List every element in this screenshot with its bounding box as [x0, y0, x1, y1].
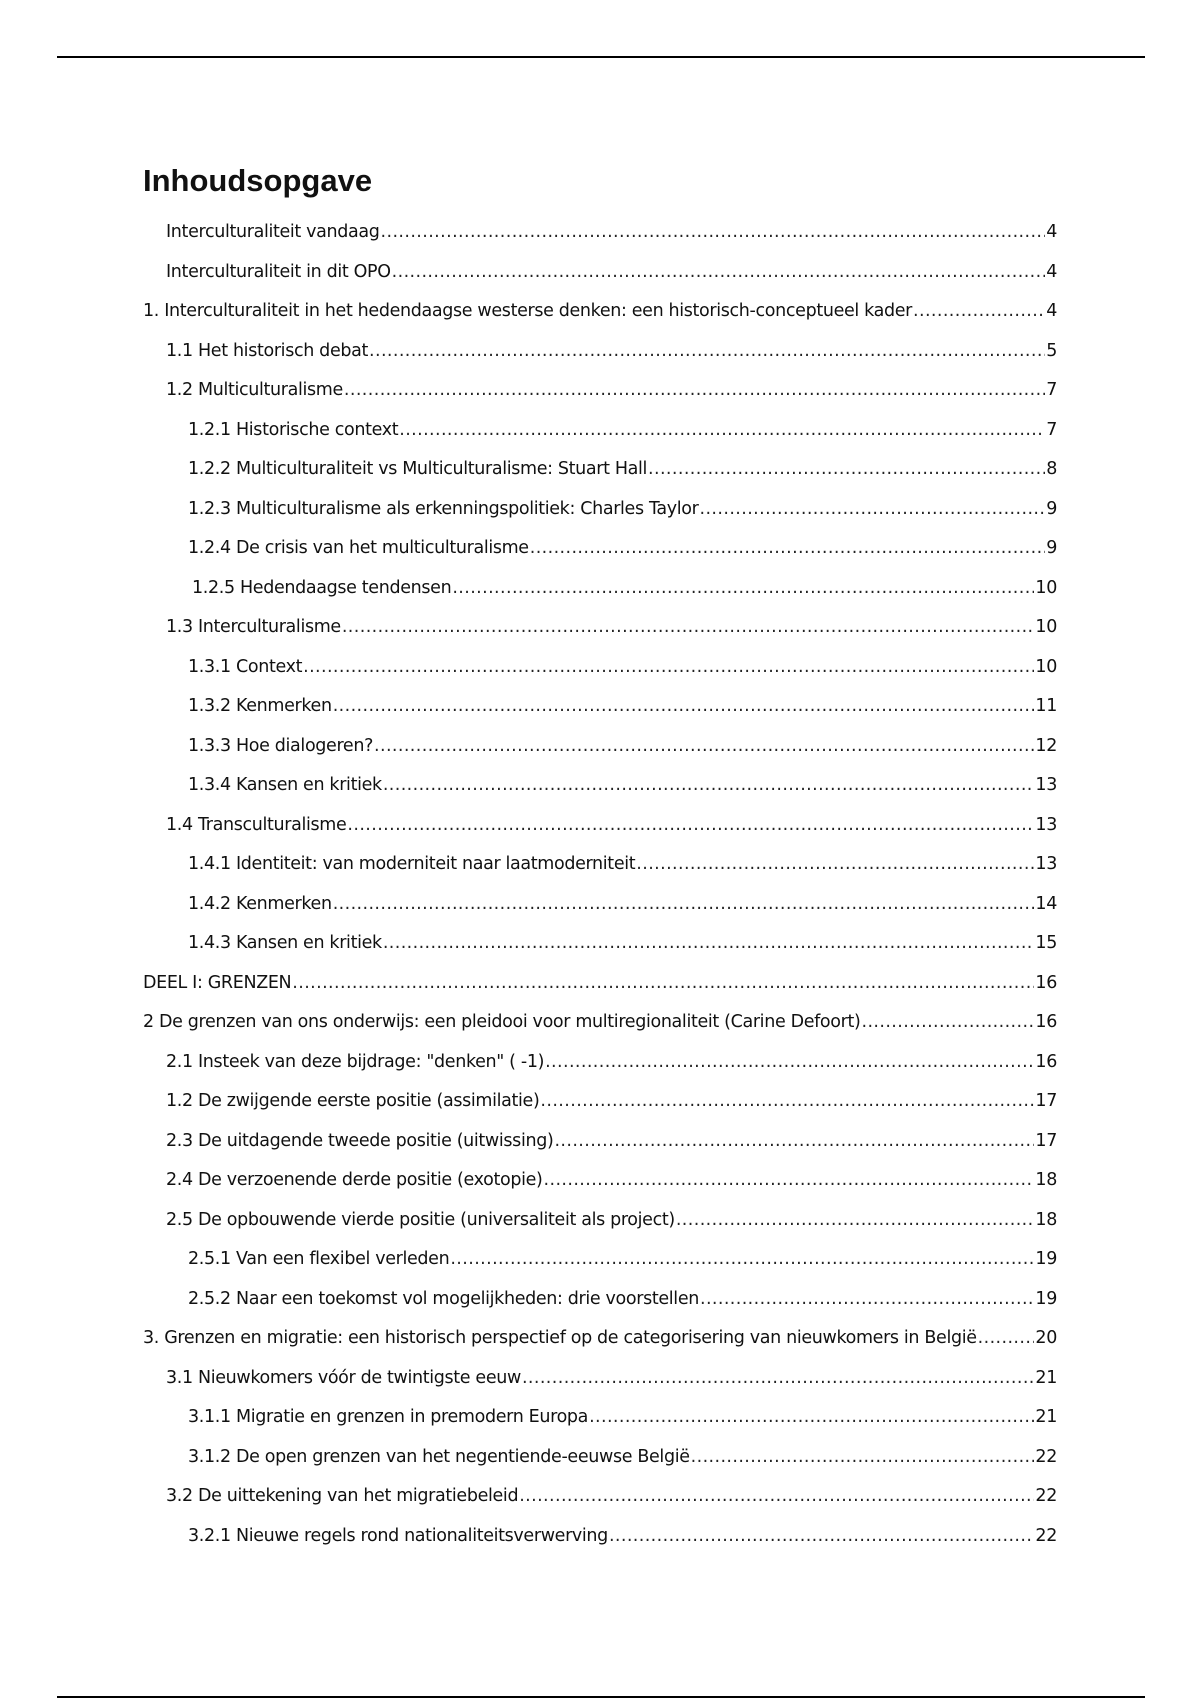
toc-entry-label: 3.1.2 De open grenzen van het negentiende-eeuwse België: [188, 1447, 690, 1467]
toc-entry[interactable]: [166, 1091, 1057, 1115]
dot-leader: [399, 420, 1045, 440]
toc-page-number: 9: [1046, 538, 1057, 558]
toc-entry[interactable]: [188, 1526, 1057, 1550]
dot-leader: [913, 301, 1045, 321]
toc-entry-label: 1.3.2 Kenmerken: [188, 696, 332, 716]
toc-entry-label: 1.4.1 Identiteit: van moderniteit naar laatmoderniteit: [188, 854, 636, 874]
dot-leader: [303, 657, 1034, 677]
toc-entry-label: 1.1 Het historisch debat: [166, 341, 369, 361]
toc-entry-label: 3.1 Nieuwkomers vóór de twintigste eeuw: [166, 1368, 521, 1388]
toc-page-number: 10: [1035, 657, 1057, 677]
toc-page-number: 7: [1046, 420, 1057, 440]
toc-entry[interactable]: [166, 222, 1057, 246]
toc-entry-label: 2.5.1 Van een flexibel verleden: [188, 1249, 450, 1269]
toc-entry[interactable]: [188, 933, 1057, 957]
dot-leader: [978, 1328, 1035, 1348]
toc-page-number: 16: [1035, 1052, 1057, 1072]
dot-leader: [383, 775, 1035, 795]
toc-entry[interactable]: [166, 1210, 1057, 1234]
toc-page-number: 19: [1035, 1289, 1057, 1309]
toc-page-number: 18: [1035, 1210, 1057, 1230]
toc-entry[interactable]: [188, 499, 1057, 523]
toc-entry-label: 2.5 De opbouwende vierde positie (universaliteit als project): [166, 1210, 675, 1230]
toc-entry[interactable]: [188, 1289, 1057, 1313]
toc-entry-label: 3.2.1 Nieuwe regels rond nationaliteitsverwerving: [188, 1526, 608, 1546]
toc-page-number: 16: [1035, 973, 1057, 993]
toc-entry[interactable]: [188, 894, 1057, 918]
dot-leader: [691, 1447, 1035, 1467]
dot-leader: [450, 1249, 1034, 1269]
toc-entry-label: Interculturaliteit vandaag: [166, 222, 380, 242]
dot-leader: [392, 262, 1046, 282]
toc-entry[interactable]: [143, 1012, 1057, 1036]
dot-leader: [589, 1407, 1034, 1427]
toc-entry-label: 1.2.4 De crisis van het multiculturalisme: [188, 538, 529, 558]
toc-entry[interactable]: [192, 578, 1057, 602]
toc-entry[interactable]: [188, 696, 1057, 720]
dot-leader: [636, 854, 1034, 874]
dot-leader: [342, 617, 1035, 637]
toc-page-number: 13: [1035, 854, 1057, 874]
toc-page-number: 15: [1035, 933, 1057, 953]
toc-entry-label: 2.5.2 Naar een toekomst vol mogelijkheden: drie voorstellen: [188, 1289, 699, 1309]
toc-entry-label: 3.1.1 Migratie en grenzen in premodern Europa: [188, 1407, 589, 1427]
toc-page-number: 22: [1035, 1447, 1057, 1467]
dot-leader: [554, 1131, 1034, 1151]
toc-page-number: 13: [1035, 815, 1057, 835]
toc-entry[interactable]: [143, 1328, 1057, 1352]
toc-entry-label: 1.3.3 Hoe dialogeren?: [188, 736, 374, 756]
page-title: Inhoudsopgave: [143, 163, 373, 198]
dot-leader: [648, 459, 1045, 479]
toc-entry[interactable]: [188, 538, 1057, 562]
dot-leader: [522, 1368, 1034, 1388]
toc-entry[interactable]: [166, 815, 1057, 839]
toc-page-number: 18: [1035, 1170, 1057, 1190]
toc-entry[interactable]: [188, 420, 1057, 444]
toc-page-number: 20: [1035, 1328, 1057, 1348]
dot-leader: [530, 538, 1045, 558]
toc-entry[interactable]: [166, 1486, 1057, 1510]
toc-entry[interactable]: [166, 1368, 1057, 1392]
toc-page-number: 17: [1035, 1131, 1057, 1151]
toc-page-number: 10: [1035, 617, 1057, 637]
dot-leader: [700, 1289, 1034, 1309]
dot-leader: [347, 815, 1034, 835]
toc-entry[interactable]: [166, 617, 1057, 641]
toc-page-number: 13: [1035, 775, 1057, 795]
toc-entry[interactable]: [143, 973, 1057, 997]
toc-page-number: 12: [1035, 736, 1057, 756]
toc-entry-label: 1. Interculturaliteit in het hedendaagse westerse denken: een historisch-conceptueel kader: [143, 301, 913, 321]
toc-entry-label: 1.2.2 Multiculturaliteit vs Multiculturalisme: Stuart Hall: [188, 459, 648, 479]
toc-entry-label: 1.3 Interculturalisme: [166, 617, 341, 637]
toc-entry-label: 2.4 De verzoenende derde positie (exotopie): [166, 1170, 543, 1190]
toc-entry[interactable]: [188, 1249, 1057, 1273]
dot-leader: [861, 1012, 1034, 1032]
dot-leader: [519, 1486, 1034, 1506]
toc-entry-label: 2.3 De uitdagende tweede positie (uitwissing): [166, 1131, 554, 1151]
toc-entry[interactable]: [188, 736, 1057, 760]
toc-entry-label: 1.4 Transculturalisme: [166, 815, 347, 835]
dot-leader: [369, 341, 1045, 361]
toc-page-number: 22: [1035, 1526, 1057, 1546]
toc-entry[interactable]: [166, 341, 1057, 365]
dot-leader: [544, 1170, 1035, 1190]
toc-entry[interactable]: [188, 1447, 1057, 1471]
dot-leader: [381, 222, 1046, 242]
dot-leader: [452, 578, 1034, 598]
toc-page-number: 4: [1046, 301, 1057, 321]
toc-page-number: 11: [1035, 696, 1057, 716]
toc-entry[interactable]: [166, 1170, 1057, 1194]
toc-entry[interactable]: [166, 262, 1057, 286]
toc-page-number: 4: [1046, 262, 1057, 282]
toc-entry-label: 1.2 De zwijgende eerste positie (assimilatie): [166, 1091, 540, 1111]
toc-entry-label: 1.3.1 Context: [188, 657, 303, 677]
toc-entry[interactable]: [188, 854, 1057, 878]
toc-page-number: 5: [1046, 341, 1057, 361]
dot-leader: [540, 1091, 1034, 1111]
dot-leader: [609, 1526, 1034, 1546]
toc-page-number: 16: [1035, 1012, 1057, 1032]
toc-entry-label: DEEL I: GRENZEN: [143, 973, 292, 993]
toc-entry-label: Interculturaliteit in dit OPO: [166, 262, 391, 282]
toc-entry[interactable]: [188, 1407, 1057, 1431]
toc-entry[interactable]: [188, 657, 1057, 681]
dot-leader: [700, 499, 1046, 519]
toc-entry-label: 3.2 De uittekening van het migratiebeleid: [166, 1486, 519, 1506]
toc-page-number: 21: [1035, 1368, 1057, 1388]
toc-entry-label: 1.2.1 Historische context: [188, 420, 399, 440]
toc-entry-label: 1.2 Multiculturalisme: [166, 380, 343, 400]
toc-entry-label: 1.2.3 Multiculturalisme als erkenningspolitiek: Charles Taylor: [188, 499, 699, 519]
footer-rule: [57, 1696, 1145, 1698]
toc-entry-label: 1.3.4 Kansen en kritiek: [188, 775, 382, 795]
toc-entry[interactable]: [166, 1052, 1057, 1076]
toc-entry-label: 1.4.2 Kenmerken: [188, 894, 332, 914]
toc-entry-label: 2 De grenzen van ons onderwijs: een pleidooi voor multiregionaliteit (Carine Defoort): [143, 1012, 861, 1032]
toc-page-number: 17: [1035, 1091, 1057, 1111]
toc-entry-label: 2.1 Insteek van deze bijdrage: "denken" ( -1): [166, 1052, 545, 1072]
toc-page-number: 14: [1035, 894, 1057, 914]
toc-entry-label: 3. Grenzen en migratie: een historisch perspectief op de categorisering van nieuwkomers in België: [143, 1328, 977, 1348]
toc-page-number: 9: [1046, 499, 1057, 519]
toc-entry-label: 1.4.3 Kansen en kritiek: [188, 933, 382, 953]
toc-entry[interactable]: [143, 301, 1057, 325]
dot-leader: [676, 1210, 1035, 1230]
toc-page-number: 19: [1035, 1249, 1057, 1269]
toc-entry[interactable]: [188, 459, 1057, 483]
toc-page-number: 4: [1046, 222, 1057, 242]
toc-entry[interactable]: [166, 380, 1057, 404]
dot-leader: [333, 894, 1035, 914]
toc-page-number: 8: [1046, 459, 1057, 479]
dot-leader: [292, 973, 1034, 993]
toc-page-number: 7: [1046, 380, 1057, 400]
toc-page-number: 22: [1035, 1486, 1057, 1506]
dot-leader: [333, 696, 1035, 716]
toc-entry[interactable]: [166, 1131, 1057, 1155]
toc-entry-label: 1.2.5 Hedendaagse tendensen: [192, 578, 452, 598]
dot-leader: [344, 380, 1045, 400]
dot-leader: [374, 736, 1034, 756]
toc-page-number: 21: [1035, 1407, 1057, 1427]
dot-leader: [545, 1052, 1034, 1072]
toc-page-number: 10: [1035, 578, 1057, 598]
toc-entry[interactable]: [188, 775, 1057, 799]
dot-leader: [383, 933, 1035, 953]
